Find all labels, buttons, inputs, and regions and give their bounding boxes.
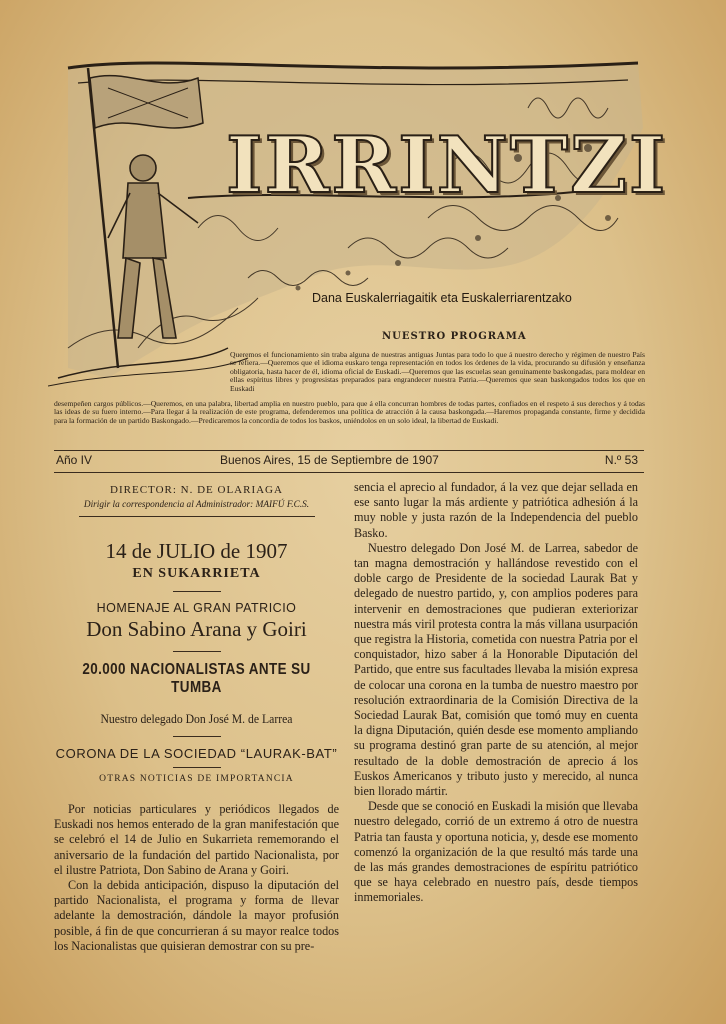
headline-date: 14 de JULIO de 1907	[105, 539, 288, 563]
left-column	[54, 484, 339, 954]
divider-top	[54, 450, 644, 451]
divider	[79, 516, 315, 517]
correspondence-line: Dirigir la correspondencia al Administrador: MAIFÚ F.C.S.	[83, 500, 310, 510]
masthead	[48, 48, 668, 388]
divider-bottom	[54, 472, 644, 473]
divider	[173, 767, 221, 768]
program-text-part-2: desempeñen cargos públicos.—Queremos, en una palabra, libertad amplia en nuestro pueblo, para que á ella concurran hombres de todas partes, confiados en el respeto á sus derechos y á todas las ideas de su fuero interno.—Para llegar á la realización de este programa, defenderemos una política de atracción á la causa baskongada.—Haremos propaganda constante, firme y decidida para la formación de un partido Baskongado.—Predicaremos la concordia de todos los baskos, uniéndolos en un solo ideal, la libertad de Euskadi.	[54, 399, 645, 425]
headline-corona: CORONA DE LA SOCIEDAD “LAURAK-BAT”	[55, 746, 338, 761]
issue-place-date: Buenos Aires, 15 de Septiembre de 1907	[220, 453, 439, 467]
masthead-title: IRRINTZI	[226, 120, 668, 211]
program-text-part-1: Queremos el funcionamiento sin traba alguna de nuestras antiguas Juntas para todo lo que á nuestro derecho y régimen de nuestro País se refiera.—Queremos que el idioma euskaro tenga representación en todos los órdenes de la vida, procurando su difusión y enseñanza obligatoria, hasta hacer de él, idioma oficial de Euskadi.—Queremos que las escuelas sean genuinamente baskongadas, para moldear en ellas espíritus libres y progresistas preparados para engrandecer nuestra Patria.—Queremos que sean baskongados todos los que en Euskadi	[230, 350, 645, 393]
paragraph: Nuestro delegado Don José M. de Larrea, sabedor de tan magna demostración y hallándose revestido con el doble cargo de Presidente de la sociedad Laurak Bat y delegado de nuestro partido, y, con amplios poderes para intervenir en demostraciones que pudieran exteriorizar nuestra más viril protesta contra la más villana usurpación que registra la Historia, cometida con nuestra Patria por el conquistador, hizo saber á la Honorable Diputación del Partido, que entre sus facultades llevaba la misión expresa de colocar una corona en la tumba de nuestro maestro por resolución extraordinaria de la Comisión Directiva de la Sociedad Laurak Bat, comisión que tomó muy en cuenta la digna Diputación, quién desde ese momento ampliando su programa destinó gran parte de su atención, al mejor resultado de la doble demostración de aprecio á los Euskos Americanos y tributo justo y merecido, al nunca bien llorado mártir.	[354, 540, 638, 799]
issue-bar	[54, 453, 644, 471]
paragraph: Por noticias particulares y periódicos llegados de Euskadi nos hemos enterado de la gran manifestación que se celebró el 14 de Julio en Sukarrieta rememorando el aniversario de la fundación del partido Nacionalista, por el ilustre Patriota, Don Sabino de Arana y Goiri.	[54, 802, 339, 877]
headline-delegado: Nuestro delegado Don José M. de Larrea	[100, 711, 293, 726]
masthead-illustration	[48, 48, 648, 393]
program-heading: NUESTRO PROGRAMA	[382, 331, 527, 342]
headline-place: EN SUKARRIETA	[132, 566, 261, 581]
headline-nacionalistas: 20.000 NACIONALISTAS ANTE SU TUMBA	[82, 661, 311, 696]
headline-otras-noticias: OTRAS NOTICIAS DE IMPORTANCIA	[99, 774, 294, 784]
paragraph: Desde que se conoció en Euskadi la misión que llevaba nuestro delegado, corrió de un extremo á otro de nuestra Patria tan fausta y oportuna noticia, y, desde ese momento comenzó la organización de la que resultó más tarde una de las más grandes demostraciones de espíritu patriótico que se haya celebrado en nuestro país, desde tiempos inmemoriales.	[354, 799, 638, 905]
divider	[173, 591, 221, 592]
headline-don-sabino: Don Sabino Arana y Goiri	[86, 617, 307, 641]
divider	[173, 651, 221, 652]
article-body-left	[54, 802, 339, 954]
issue-number: N.º 53	[604, 453, 638, 467]
director-line: DIRECTOR: N. DE OLARIAGA	[110, 484, 283, 496]
article-body-right	[354, 480, 638, 906]
right-column	[354, 480, 638, 906]
headline-homenaje: HOMENAJE AL GRAN PATRICIO	[96, 601, 297, 615]
paragraph: Con la debida anticipación, dispuso la diputación del partido Nacionalista, el programa y forma de llevar adelante la demostración, dándole la mayor profusión posible, á fin de que concurrieran á su mayor realce todos los Nacionalistas que quisieran demostrar con su pre-	[54, 878, 339, 953]
issue-year: Año IV	[56, 453, 93, 467]
paragraph: sencia el aprecio al fundador, á la vez que dejar sellada en ese santo lugar la más ardiente y patriótica adhesión á la muy noble y justa razón de la Independencia del pueblo Basko.	[354, 480, 638, 540]
masthead-subtitle: Dana Euskalerriagaitik eta Euskalerriarentzako	[312, 291, 572, 305]
divider	[173, 736, 221, 737]
